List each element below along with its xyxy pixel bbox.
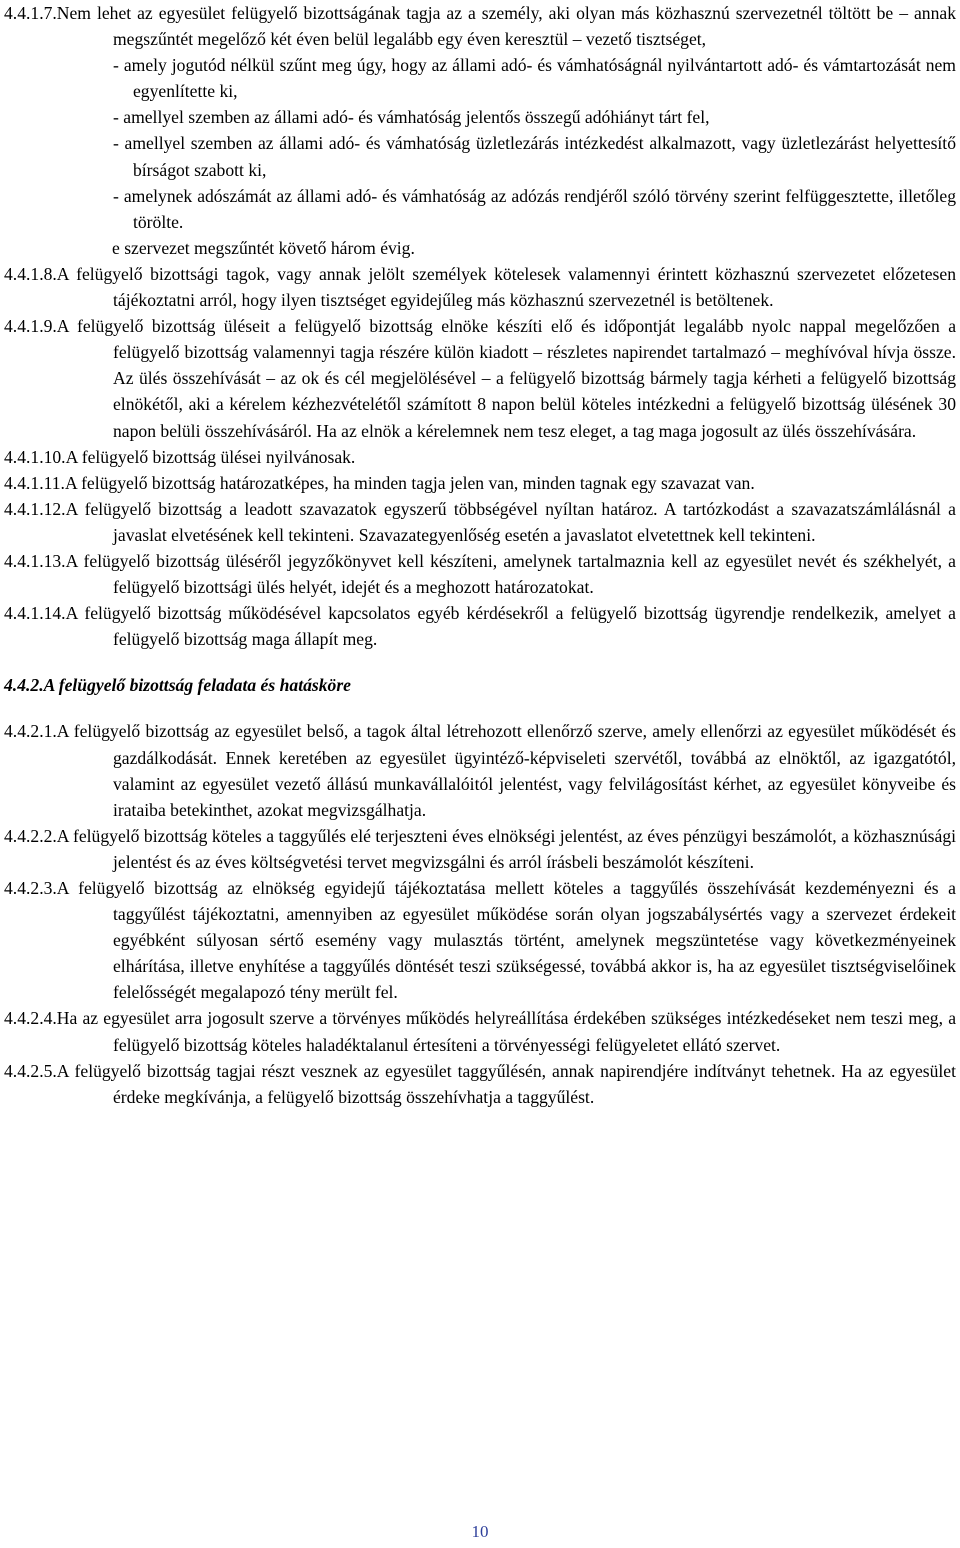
section-text: A felügyelő bizottság tagjai részt vesznek az egyesület taggyűlésén, annak napirendjére indítványt tehetnek. Ha az egyesület érdeke megkívánja, a felügyelő bizottság összehívhatja a taggyűlést.	[56, 1060, 956, 1107]
section-text: Nem lehet az egyesület felügyelő bizottságának tagja az a személy, aki olyan más közhasznú szervezetnél töltött be – annak megszűntét megelőző két éven belül legalább egy éven keresztül – vezető tisztséget,	[56, 3, 956, 50]
section-text: Ha az egyesület arra jogosult szerve a törvényes működés helyreállítása érdekében szükséges intézkedéseket nem teszi meg, a felügyelő bizottság köteles haladéktalanul értesíteni a törvényességi felügyeletet ellátó szervet.	[56, 1008, 956, 1055]
section-number: 4.4.1.11.	[4, 472, 65, 493]
section-text: A felügyelő bizottság a leadott szavazatok egyszerű többségével nyíltan határoz. A tartózkodást a szavazatszámlálásnál a javaslat elvetésének kell tekinteni. Szavazategyenlőség esetén a javaslatot elvetettnek kell tekinteni.	[65, 498, 956, 545]
section-closing: e szervezet megszűntét követő három évig.	[112, 237, 415, 258]
section-4-4-1-9	[4, 313, 956, 443]
section-text: A felügyelő bizottság az egyesület belső, a tagok által létrehozott ellenőrző szerve, amely ellenőrzi az egyesület működését és gazdálkodását. Ennek keretében az egyesület ügyintéző-képviseleti szervétől, továbbá az elnöktől, az igazgatótól, valamint az egyesület vezető állású munkavállalóitól jelentést, vagy felvilágosítást kérhet, az egyesület könyveibe és irataiba betekinthet, azokat megvizsgálhatja.	[56, 721, 956, 820]
section-4-4-2-4	[4, 1005, 956, 1057]
section-text: A felügyelő bizottság határozatképes, ha minden tagja jelen van, minden tagnak egy szavazat van.	[64, 472, 755, 493]
section-4-4-1-10	[4, 444, 956, 470]
section-4-4-2-2	[4, 823, 956, 875]
section-4-4-1-14	[4, 600, 956, 652]
section-number: 4.4.2.1.	[4, 721, 57, 742]
section-4-4-1-7	[4, 0, 956, 52]
list-item: - amely jogutód nélkül szűnt meg úgy, hogy az állami adó- és vámhatóságnál nyilvántartott adó- és vámtartozását nem egyenlítette ki,	[113, 55, 956, 102]
section-number: 4.4.1.14.	[4, 603, 66, 624]
section-number: 4.4.2.3.	[4, 878, 57, 898]
section-4-4-2-3	[4, 875, 956, 1005]
section-number: 4.4.1.9.	[4, 316, 57, 337]
section-4-4-1-11	[4, 470, 956, 496]
section-number: 4.4.2.2.	[4, 825, 57, 846]
section-4-4-2-5	[4, 1058, 956, 1110]
section-number: 4.4.1.8.	[4, 263, 57, 284]
section-4-4-1-8	[4, 261, 956, 313]
section-text: A felügyelő bizottság az elnökség egyidejű tájékoztatása mellett köteles a taggyűlés összehívását kezdeményezni és a taggyűlést tájékoztatni, amennyiben az egyesület működése során olyan jogszabálysértés vagy a szervezet érdekeit egyébként súlyosan sértő esemény vagy mulasztás történt, amelynek megszüntetése vagy következményeinek elhárítása, illetve enyhítése a taggyűlés döntését teszi szükségessé, továbbá akkor is, ha az egyesület tisztségviselőinek felelősségét megalapozó tény merült fel.	[56, 878, 956, 1003]
section-text: A felügyelő bizottság működésével kapcsolatos egyéb kérdésekről a felügyelő bizottság ügyrendje rendelkezik, amelyet a felügyelő bizottság maga állapít meg.	[65, 603, 956, 650]
section-number: 4.4.2.4.	[4, 1008, 57, 1029]
section-text: A felügyelő bizottság üléseit a felügyelő bizottság elnöke készíti elő és időpontját legalább nyolc nappal megelőzően a felügyelő bizottság valamennyi tagja részére külön kiadott – részletes napirendet tartalmazó – meghívóval hívja össze. Az ülés összehívását – az ok és cél megjelölésével – a felügyelő bizottság bármely tagja kérheti a felügyelő bizottság elnökétől, aki a kérelem kézhezvételétől számított 8 napon belül köteles intézkedni a felügyelő bizottság ülésének 30 napon belüli összehívásáról. Ha az elnök a kérelemnek nem tesz eleget, a tag maga jogosult az ülés összehívására.	[56, 316, 956, 441]
list-item: - amelynek adószámát az állami adó- és vámhatóság az adózás rendjéről szóló törvény szerint felfüggesztette, illetőleg törölte.	[113, 185, 956, 232]
section-4-4-1-13	[4, 548, 956, 600]
section-text: A felügyelő bizottság ülései nyilvánosak.	[65, 446, 356, 467]
section-number: 4.4.1.10.	[4, 446, 66, 467]
section-number: 4.4.1.7.	[4, 3, 57, 23]
section-text: A felügyelő bizottság köteles a taggyűlés elé terjeszteni éves elnökségi jelentést, az éves pénzügyi beszámolót, a közhasznúsági jelentést és az éves költségvetési tervet megvizsgálni és arról írásbeli beszámolót készíteni.	[56, 825, 956, 872]
section-text: A felügyelő bizottsági tagok, vagy annak jelölt személyek kötelesek valamennyi érintett közhasznú szervezetet előzetesen tájékoztatni arról, hogy ilyen tisztséget egyidejűleg más közhasznú szervezetnél is betöltenek.	[56, 263, 956, 311]
section-number: 4.4.2.5.	[4, 1060, 57, 1081]
page-number: 10	[471, 1522, 489, 1541]
list-item: - amellyel szemben az állami adó- és vámhatóság jelentős összegű adóhiányt tárt fel,	[113, 107, 710, 128]
section-number: 4.4.1.12.	[4, 498, 66, 519]
section-4-4-1-12	[4, 496, 956, 548]
document-page	[4, 0, 956, 1110]
section-4-4-2-1	[4, 718, 956, 822]
section-number: 4.4.1.13.	[4, 550, 66, 571]
list-item: - amellyel szemben az állami adó- és vámhatóság üzletlezárás intézkedést alkalmazott, vagy üzletlezárást helyettesítő bírságot szabott ki,	[113, 133, 956, 180]
section-text: A felügyelő bizottság üléséről jegyzőkönyvet kell készíteni, amelynek tartalmaznia kell az egyesület nevét és székhelyét, a felügyelő bizottsági ülés helyét, idejét és a meghozott határozatokat.	[65, 550, 956, 598]
section-heading: 4.4.2.A felügyelő bizottság feladata és hatásköre	[4, 675, 351, 696]
